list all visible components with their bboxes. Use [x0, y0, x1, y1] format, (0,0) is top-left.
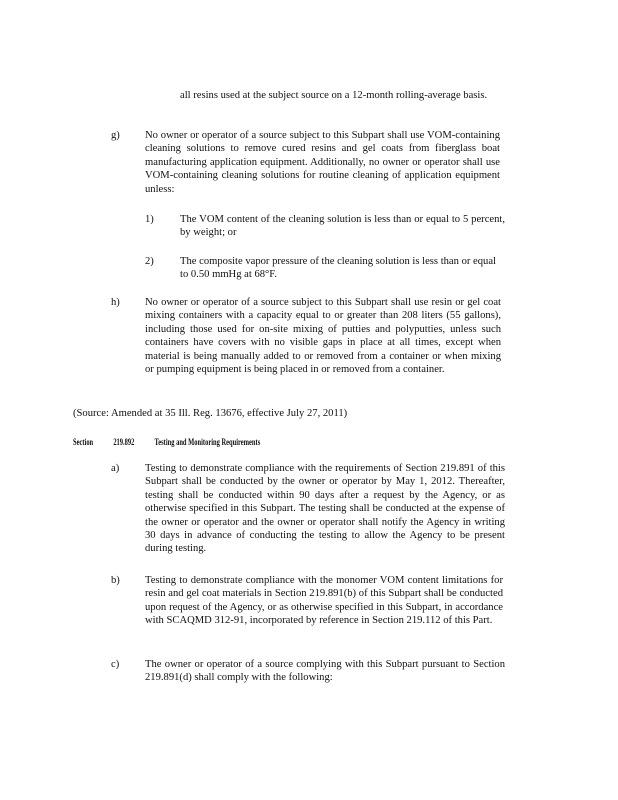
continued-fragment: all resins used at the subject source on a 12-month rolling-average basis.	[180, 90, 488, 101]
item-b-text: Testing to demonstrate compliance with the monomer VOM content limitations for resin and gel coat materials in Section 219.891(b) of this Subpart shall be conducted upon request of the Agency, or as otherwise specified in this Subpart, in accordance with SCAQMD 312-91, incorporated by reference in Section 219.112 of this Part.	[145, 575, 503, 627]
item-g1-label: 1)	[145, 214, 154, 225]
item-c-label: c)	[111, 659, 120, 670]
item-b-label: b)	[111, 575, 120, 586]
item-g-label: g)	[111, 130, 120, 141]
item-a-label: a)	[111, 463, 120, 474]
source-note: (Source: Amended at 35 Ill. Reg. 13676, effective July 27, 2011)	[73, 408, 348, 419]
item-g2-label: 2)	[145, 256, 154, 267]
item-c-text: The owner or operator of a source complying with this Subpart pursuant to Section 219.891(d) shall comply with the following:	[145, 659, 505, 684]
section-heading	[73, 437, 280, 447]
section-number: 219.892	[113, 437, 135, 447]
section-title: Testing and Monitoring Requirements	[154, 437, 261, 447]
item-g-text: No owner or operator of a source subject to this Subpart shall use VOM-containing cleaning solutions to remove cured resins and gel coats from fiberglass boat manufacturing application equipment. Additionally, no owner or operator shall use VOM-containing cleaning solutions for routine cleaning of application equipment unless:	[145, 130, 500, 195]
item-a-text: Testing to demonstrate compliance with the requirements of Section 219.891 of this Subpart shall be conducted by the owner or operator by May 1, 2012. Thereafter, testing shall be conducted within 90 days after a request by the Agency, or as otherwise specified in this Subpart. The testing shall be conducted at the expense of the owner or operator and the owner or operator shall notify the Agency in writing 30 days in advance of conducting the testing to allow the Agency to be present during testing.	[145, 463, 505, 555]
item-g1-text: The VOM content of the cleaning solution is less than or equal to 5 percent, by weight; or	[180, 214, 505, 239]
item-g2-text: The composite vapor pressure of the cleaning solution is less than or equal to 0.50 mmHg at 68°F.	[180, 256, 496, 281]
item-h-text: No owner or operator of a source subject to this Subpart shall use resin or gel coat mixing containers with a capacity equal to or greater than 208 liters (55 gallons), including those used for on-site mixing of putties and polyputties, unless such containers have covers with no visible gaps in place at all times, except when material is being manually added to or removed from a container or when mixing or pumping equipment is being placed in or removed from a container.	[145, 297, 501, 376]
section-word: Section	[73, 437, 94, 447]
item-h-label: h)	[111, 297, 120, 308]
